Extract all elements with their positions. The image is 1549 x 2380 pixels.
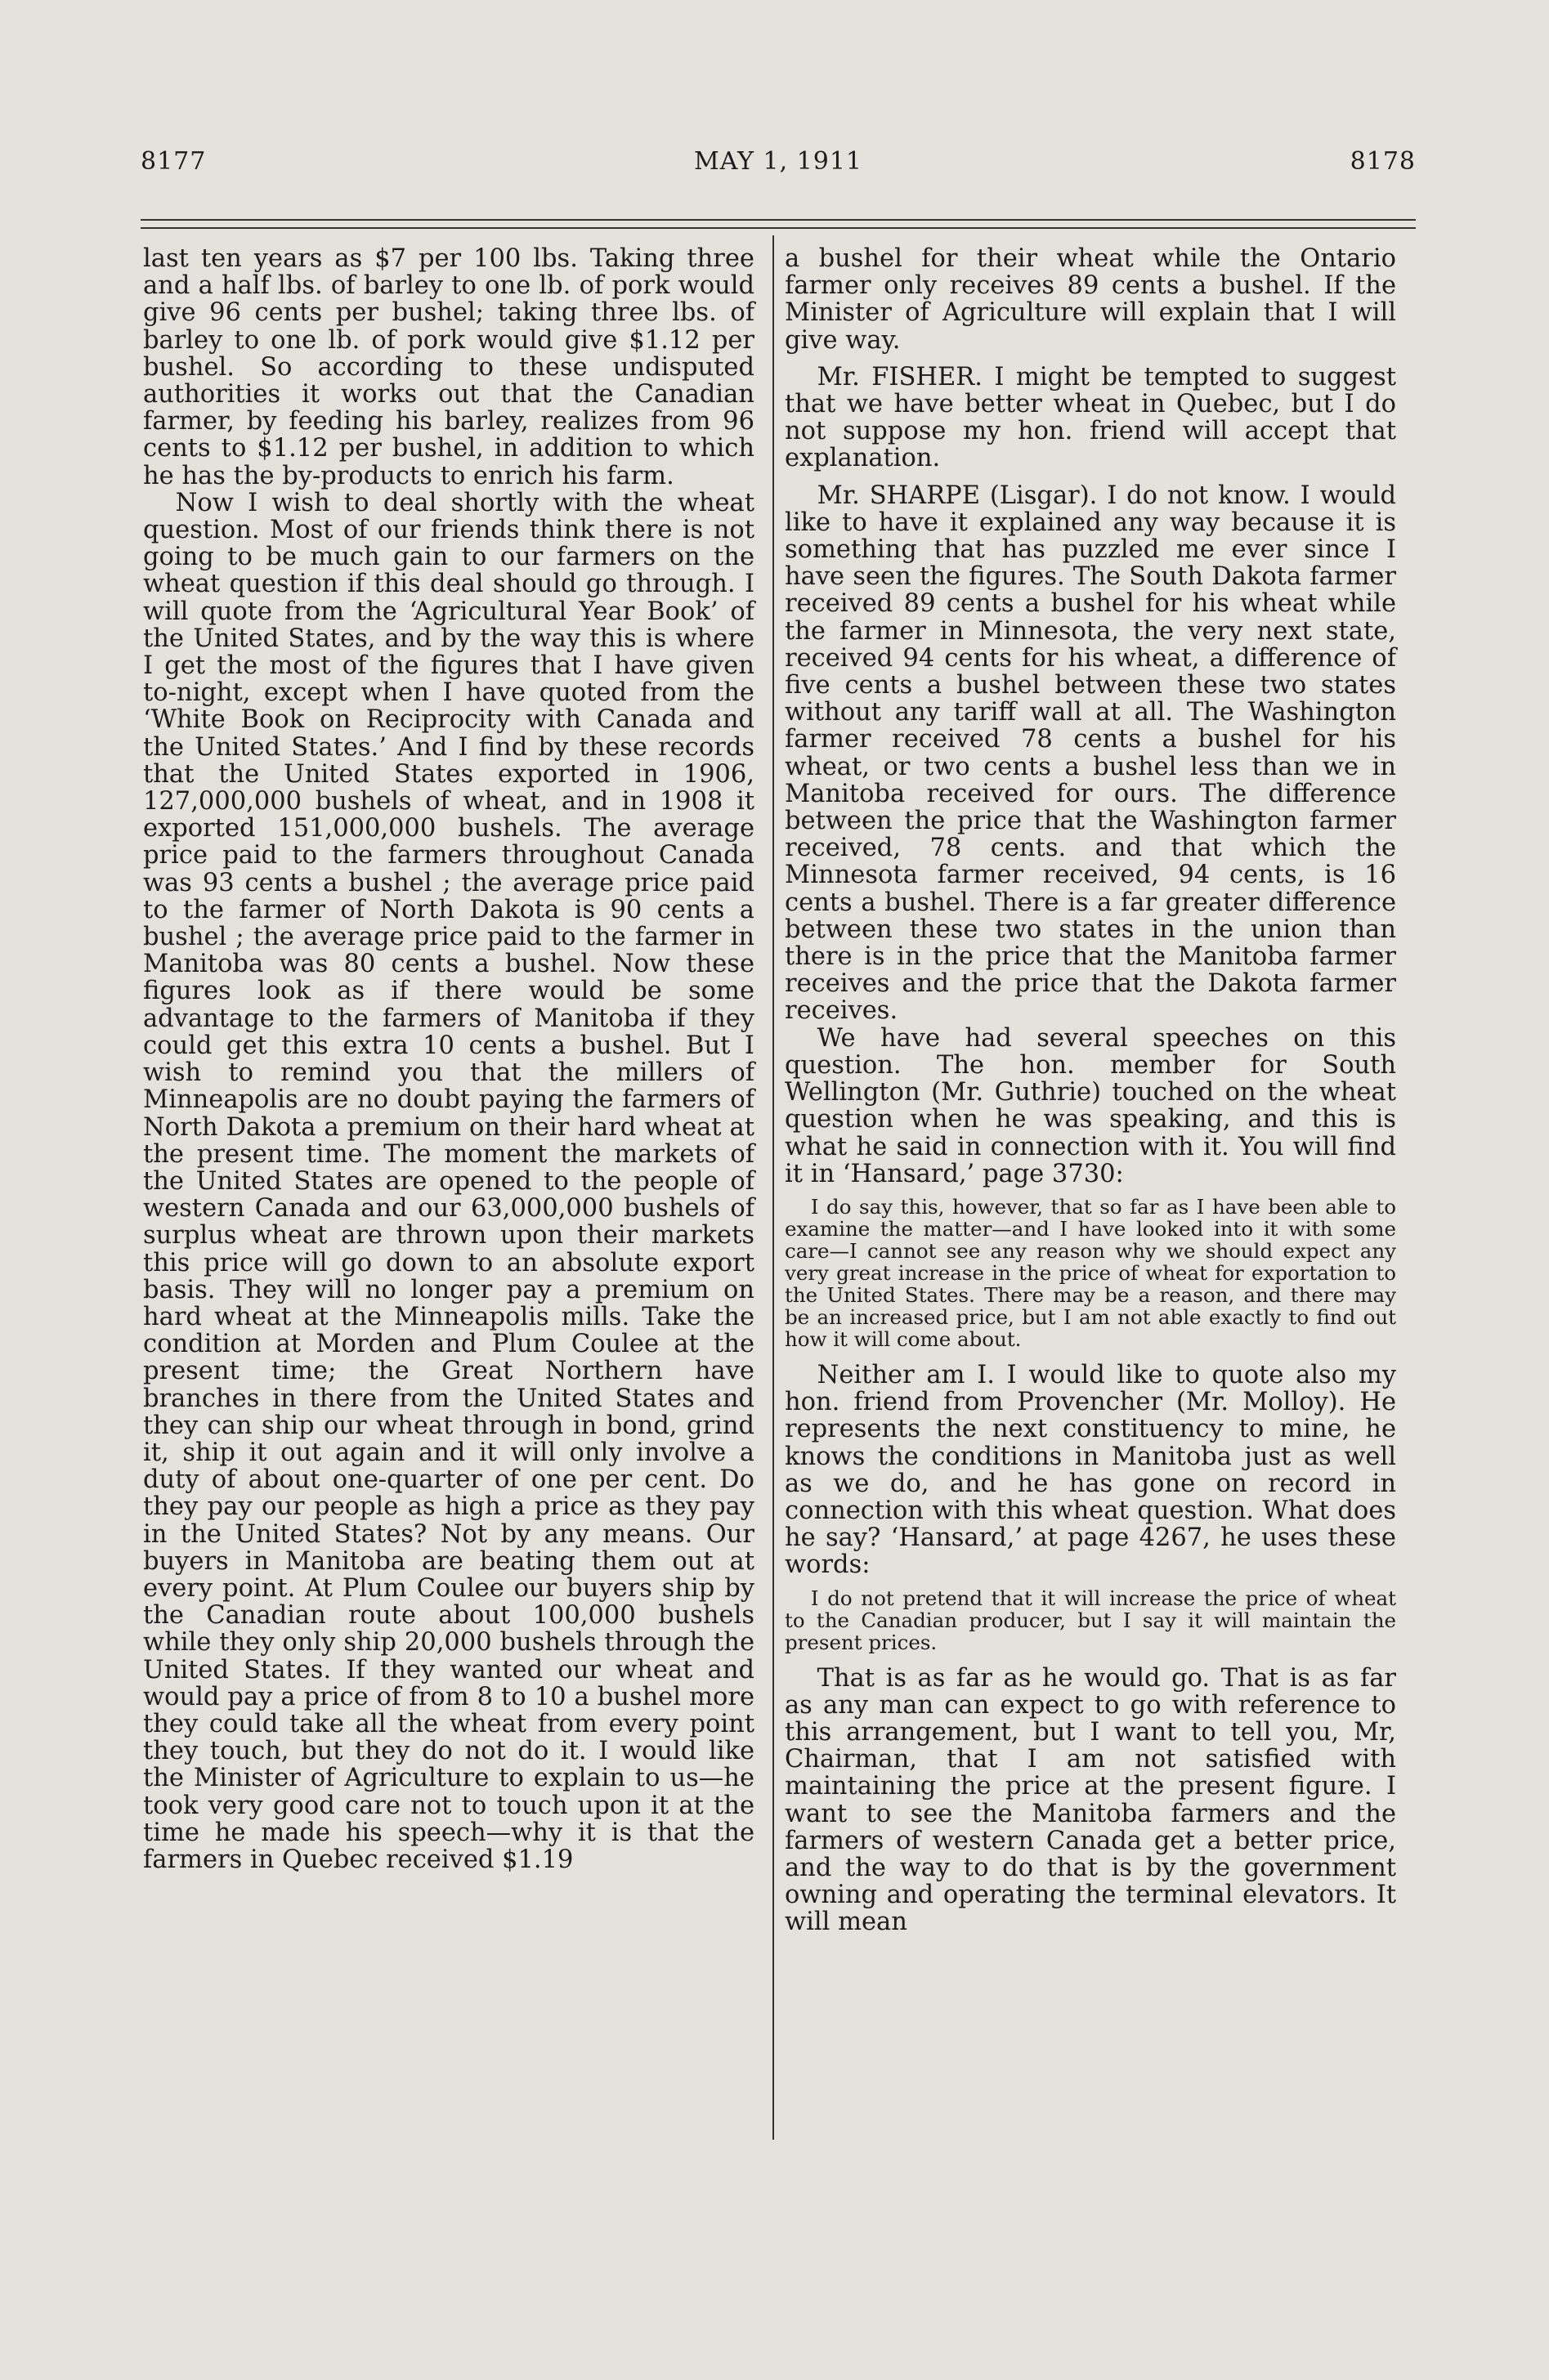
paragraph: We have had several speeches on this question. The hon. member for South Wellington (Mr. Guthrie) touched on the wheat question when he was speaking, and this is what he said in connection with it. You will find it in ‘Hansard,’ page 3730: [785,1023,1396,1188]
right-page-number: 8178 [1350,147,1416,176]
paragraph: a bushel for their wheat while the Ontario farmer only receives 89 cents a bushel. If the Minister of Agriculture will explain that I will give way. [785,244,1396,355]
paragraph: That is as far as he would go. That is as far as any man can expect to go with reference to this arrangement, but I want to tell you, Mr, Chairman, that I am not satisfied with maintaining the price at the present figure. I want to see the Manitoba farmers and the farmers of western Canada get a better price, and the way to do that is by the government owning and operating the terminal elevators. It will mean [785,1663,1396,1937]
paragraph: Now I wish to deal shortly with the wheat question. Most of our friends think there is not going to be much gain to our farmers on the wheat question if this deal should go through. I will quote from the ‘Agricultural Year Book’ of the United States, and by the way this is where I get the most of the figures that I have given to-night, except when I have quoted from the ‘White Book on Reciprocity with Canada and the United States.’ And I find by these records that the United States exported in 1906, 127,000,000 bushels of wheat, and in 1908 it exported 151,000,000 bushels. The average price paid to the farmers throughout Canada was 93 cents a bushel ; the average price paid to the farmer of North Dakota is 90 cents a bushel ; the average price paid to the farmer in Manitoba was 80 cents a bushel. Now these figures look as if there would be some advantage to the farmers of Manitoba if they could get this extra 10 cents a bushel. But I wish to remind you that the millers of Minneapolis are no doubt paying the farmers of North Dakota a premium on their hard wheat at the present time. The moment the markets of the United States are opened to the people of western Canada and our 63,000,000 bushels of surplus wheat are thrown upon their markets this price will go down to an absolute export basis. They will no longer pay a premium on hard wheat at the Minneapolis mills. Take the condition at Morden and Plum Coulee at the present time; the Great Northern have branches in there from the United States and they can ship our wheat through in bond, grind it, ship it out again and it will only involve a duty of about one-quarter of one per cent. Do they pay our people as high a price as they pay in the United States? Not by any means. Our buyers in Manitoba are beating them out at every point. At Plum Coulee our buyers ship by the Canadian route about 100,000 bushels while they only ship 20,000 bushels through the United States. If they wanted our wheat and would pay a price of from 8 to 10 a bushel more they could take all the wheat from every point they touch, but they do not do it. I would like the Minister of Agriculture to explain to us—he took very good care not to touch upon it at the time he made his speech—why it is that the farmers in Quebec received $1.19 [143,488,754,1874]
page-header [141,147,1416,188]
left-page-number: 8177 [141,147,207,176]
left-column [143,245,754,1873]
column-divider [772,235,774,2140]
right-column [785,245,1396,1936]
paragraph: last ten years as $7 per 100 lbs. Taking three and a half lbs. of barley to one lb. of pork would give 96 cents per bushel; taking three lbs. of barley to one lb. of pork would give $1.12 per bushel. So according to these undisputed authorities it works out that the Canadian farmer, by feeding his barley, realizes from 96 cents to $1.12 per bushel, in addition to which he has the by-products to enrich his farm. [143,244,754,490]
quoted-passage: I do say this, however, that so far as I have been able to examine the matter—and I have looked into it with some care—I cannot see any reason why we should expect any very great increase in the price of wheat for exportation to the United States. There may be a reason, and there may be an increased price, but I am not able exactly to find out how it will come about. [785,1194,1396,1351]
paragraph: Mr. SHARPE (Lisgar). I do not know. I would like to have it explained any way because it is something that has puzzled me ever since I have seen the figures. The South Dakota farmer received 89 cents a bushel for his wheat while the farmer in Minnesota, the very next state, received 94 cents for his wheat, a difference of five cents a bushel between these two states without any tariff wall at all. The Washington farmer received 78 cents a bushel for his wheat, or two cents a bushel less than we in Manitoba received for ours. The difference between the price that the Washington farmer received, 78 cents. and that which the Minnesota farmer received, 94 cents, is 16 cents a bushel. There is a far greater difference between these two states in the union than there is in the price that the Manitoba farmer receives and the price that the Dakota farmer receives. [785,481,1396,1026]
quoted-passage: I do not pretend that it will increase the price of wheat to the Canadian producer, but I say it will maintain the present prices. [785,1586,1396,1654]
page-date: MAY 1, 1911 [693,147,862,176]
header-rule [141,219,1416,229]
paragraph: Mr. FISHER. I might be tempted to suggest that we have better wheat in Quebec, but I do not suppose my hon. friend will accept that explanation. [785,362,1396,473]
paragraph: Neither am I. I would like to quote also my hon. friend from Provencher (Mr. Molloy). He represents the next constituency to mine, he knows the conditions in Manitoba just as well as we do, and he has gone on record in connection with this wheat question. What does he say? ‘Hansard,’ at page 4267, he uses these words: [785,1360,1396,1580]
